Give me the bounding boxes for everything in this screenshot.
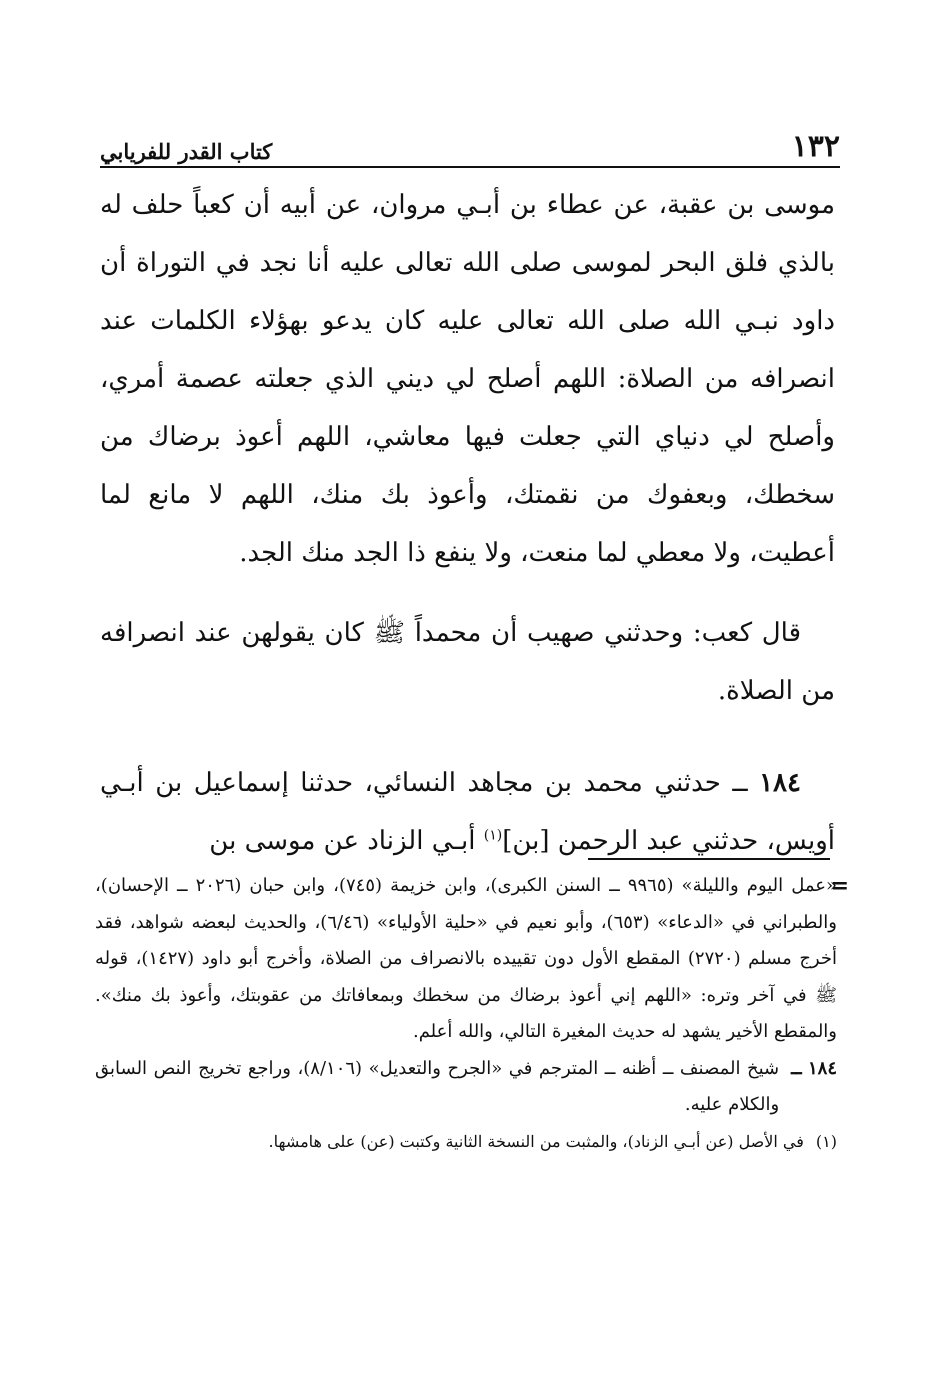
footnote-1-label: (١)	[815, 1131, 837, 1151]
footnote-184	[95, 1051, 837, 1124]
continuation-marker: =	[830, 873, 849, 899]
page-number: ١٣٢	[791, 129, 840, 164]
paragraph-hadith-184	[100, 754, 835, 870]
paragraph-1: موسى بن عقبة، عن عطاء بن أبـي مروان، عن أبيه أن كعباً حلف له بالذي فلق البحر لموسى صلى الله تعالى عليه أنا نجد في التوراة أن داود نبـي الله صلى الله تعالى عليه كان يدعو بهؤلاء الكلمات عند انصرافه من الصلاة: اللهم أصلح لي ديني الذي جعلته عصمة أمري، وأصلح لي دنياي التي جعلت فيها معاشي، اللهم أعوذ برضاك من سخطك، وبعفوك من نقمتك، وأعوذ بك منك، اللهم لا مانع لما أعطيت، ولا معطي لما منعت، ولا ينفع ذا الجد منك الجد.	[100, 190, 835, 568]
footnote-separator	[588, 858, 830, 860]
header-rule	[100, 166, 840, 168]
hadith-text-b: أبـي الزناد عن موسى بن	[209, 826, 484, 856]
running-title: كتاب القدر للفريابي	[100, 139, 273, 164]
footnote-1	[95, 1124, 837, 1161]
hadith-number: ١٨٤	[759, 768, 801, 798]
footnote-184-label: ١٨٤ ــ	[791, 1057, 837, 1079]
footnote-ref-1[interactable]: (١)	[483, 827, 503, 844]
hadith-text-a: ــ حدثني محمد بن مجاهد النسائي، حدثنا إسماعيل بن أبـي أويس، حدثني عبد الرحمن [بن]	[100, 768, 835, 856]
main-text	[100, 176, 835, 870]
footnotes	[95, 868, 849, 1160]
footnote-1-text: في الأصل (عن أبـي الزناد)، والمثبت من النسخة الثانية وكتبت (عن) على هامشها.	[268, 1131, 804, 1151]
footnote-continuation-text: «عمل اليوم والليلة» (٩٩٦٥ ــ السنن الكبرى)، وابن خزيمة (٧٤٥)، وابن حبان (٢٠٢٦ ــ الإحسان)، والطبراني في «الدعاء» (٦٥٣)، وأبو نعيم في «حلية الأولياء» (٦/٤٦)، والحديث لبعضه شواهد، فقد أخرج مسلم (٢٧٢٠) المقطع الأول دون تقييده بالانصراف من الصلاة، وأخرج أبو داود (١٤٢٧)، قوله ﷺ في آخر وتره: «اللهم إني أعوذ برضاك من سخطك وبمعافاتك من عقوبتك، وأعوذ بك منك». والمقطع الأخير يشهد له حديث المغيرة التالي، والله أعلم.	[95, 875, 838, 1042]
page-header	[100, 118, 840, 162]
paragraph-2: قال كعب: وحدثني صهيب أن محمداً ﷺ كان يقولهن عند انصرافه من الصلاة.	[100, 618, 835, 706]
footnote-continuation	[95, 868, 849, 1051]
footnote-184-text: شيخ المصنف ــ أظنه ــ المترجم في «الجرح والتعديل» (٨/١٠٦)، وراجع تخريج النص السابق والكلام عليه.	[95, 1057, 780, 1115]
